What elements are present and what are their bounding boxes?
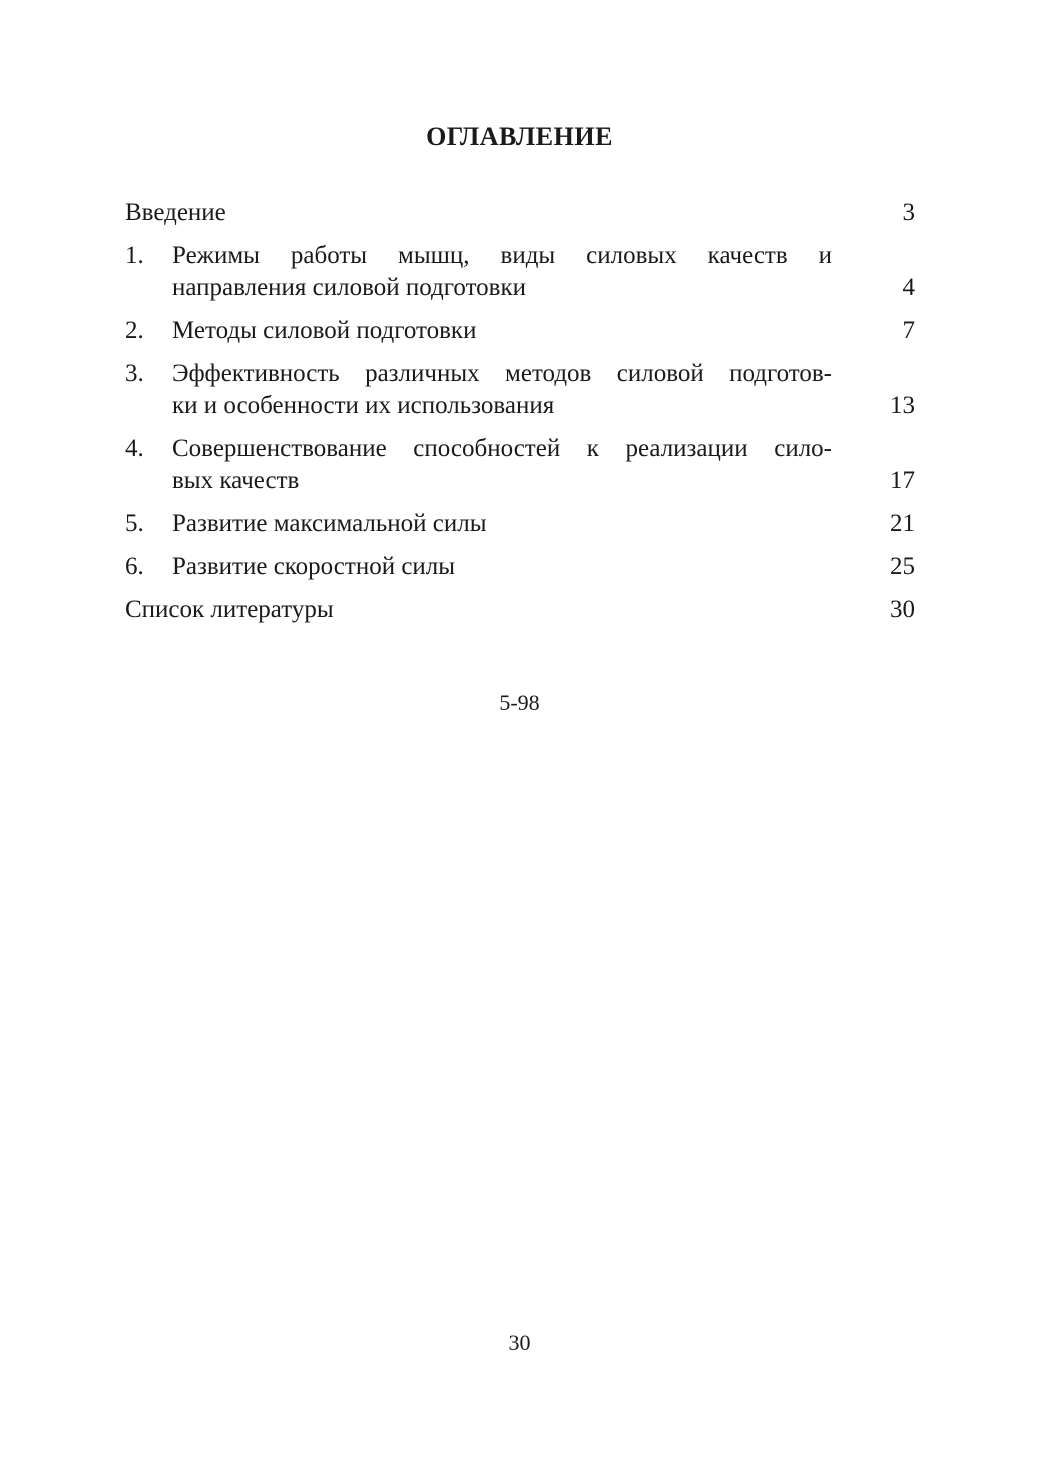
toc-entry-introduction xyxy=(125,197,915,229)
toc-entry-number: 4. xyxy=(125,435,144,462)
toc-entry-5 xyxy=(125,508,915,540)
toc-entry-line: Эффективность различных методов силовой подготов- xyxy=(172,360,832,387)
toc-page-number: 7 xyxy=(902,317,915,344)
toc-entry-number: 5. xyxy=(125,510,144,537)
toc-entry-line: ки и особенности их использования xyxy=(172,392,555,419)
toc-page-number: 17 xyxy=(890,467,915,494)
toc-page-number: 30 xyxy=(890,596,915,623)
page-title: ОГЛАВЛЕНИЕ xyxy=(426,122,613,151)
toc-entry-line: Совершенствование способностей к реализации сило- xyxy=(172,435,832,462)
toc-page-number: 13 xyxy=(890,392,915,419)
toc-entry-text xyxy=(172,551,832,583)
toc-entry-line: Режимы работы мышц, виды силовых качеств и xyxy=(172,242,832,269)
toc-entry-line: направления силовой подготовки xyxy=(172,274,526,301)
toc-entry-text xyxy=(125,197,845,229)
print-code: 5-98 xyxy=(499,690,540,715)
toc-entry-line: Методы силовой подготовки xyxy=(172,317,477,344)
toc-page-number: 4 xyxy=(902,274,915,301)
toc-entry-4 xyxy=(125,433,915,497)
toc-entry-line: Развитие максимальной силы xyxy=(172,510,487,537)
toc-entry-2 xyxy=(125,315,915,347)
toc-entry-number: 6. xyxy=(125,553,144,580)
toc-entry-text xyxy=(172,240,832,304)
toc-entry-bibliography xyxy=(125,594,915,626)
toc-entry-line: вых качеств xyxy=(172,467,300,494)
toc-entry-text xyxy=(172,433,832,497)
toc-entry-line: Список литературы xyxy=(125,596,334,623)
page-number: 30 xyxy=(508,1330,531,1355)
toc-entry-3 xyxy=(125,358,915,422)
toc-entry-text xyxy=(125,594,845,626)
toc-page-number: 25 xyxy=(890,553,915,580)
toc-entry-text xyxy=(172,315,832,347)
toc-entry-text xyxy=(172,508,832,540)
toc-page-number: 3 xyxy=(902,199,915,226)
toc-entry-line: Введение xyxy=(125,199,226,226)
toc-entry-6 xyxy=(125,551,915,583)
table-of-contents xyxy=(125,197,915,637)
toc-entry-number: 3. xyxy=(125,360,144,387)
toc-entry-number: 2. xyxy=(125,317,144,344)
toc-entry-text xyxy=(172,358,832,422)
toc-entry-line: Развитие скоростной силы xyxy=(172,553,456,580)
toc-entry-number: 1. xyxy=(125,242,144,269)
toc-page-number: 21 xyxy=(890,510,915,537)
toc-entry-1 xyxy=(125,240,915,304)
